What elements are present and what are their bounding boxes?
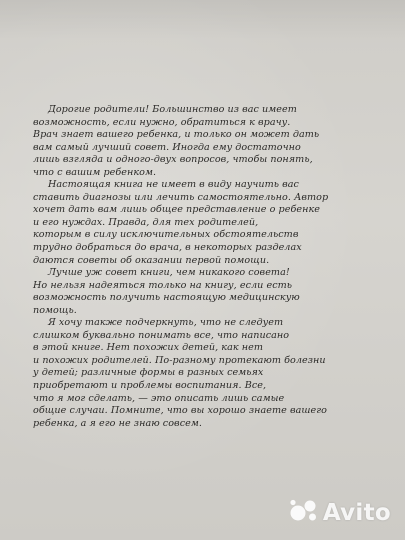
text-line: Лучше уж совет книги, чем никакого совета!	[48, 267, 290, 279]
text-line: Но нельзя надеяться только на книгу, если есть	[33, 279, 293, 291]
page-shadow	[0, 0, 405, 40]
text-line: помощь.	[33, 304, 77, 316]
text-line: даются советы об оказании первой помощи.	[33, 254, 270, 266]
text-line: Врач знает вашего ребенка, и только он может дать	[33, 129, 320, 141]
text-line: и его нуждах. Правда, для тех родителей,	[33, 216, 259, 228]
text-line: ребенка, а я его не знаю совсем.	[33, 417, 202, 429]
avito-logo-icon	[289, 498, 319, 528]
watermark-text: Avito	[322, 500, 391, 526]
text-line: которым в силу исключительных обстоятельств	[33, 229, 299, 241]
text-line: вам самый лучший совет. Иногда ему достаточно	[33, 141, 301, 153]
text-line: хочет дать вам лишь общее представление о ребенке	[33, 204, 320, 216]
text-line: ставить диагнозы или лечить самостоятельно. Автор	[33, 191, 329, 203]
text-line: Настоящая книга не имеет в виду научить вас	[48, 179, 299, 191]
text-line: возможность, если нужно, обратиться к врачу.	[33, 116, 291, 128]
text-line: слишком буквально понимать все, что написано	[33, 329, 290, 341]
text-line: Я хочу также подчеркнуть, что не следует	[48, 317, 284, 329]
text-line: что с вашим ребенком.	[33, 166, 157, 178]
text-line: у детей; различные формы в разных семьях	[33, 367, 264, 379]
text-line: возможность получить настоящую медицинскую	[33, 292, 300, 304]
text-line: и похожих родителей. По-разному протекают болезни	[33, 354, 326, 366]
text-line: что я мог сделать, — это описать лишь самые	[33, 392, 285, 404]
text-line: трудно добраться до врача, в некоторых разделах	[33, 242, 302, 254]
avito-watermark	[289, 498, 391, 528]
text-line: приобретают и проблемы воспитания. Все,	[33, 380, 267, 392]
page-text	[33, 104, 373, 430]
text-line: Дорогие родители! Большинство из вас имеет	[48, 104, 297, 115]
text-line: в этой книге. Нет похожих детей, как нет	[33, 342, 263, 354]
text-line: общие случаи. Помните, что вы хорошо знаете вашего	[33, 405, 327, 417]
text-line: лишь взгляда и одного-двух вопросов, чтобы понять,	[33, 154, 313, 166]
